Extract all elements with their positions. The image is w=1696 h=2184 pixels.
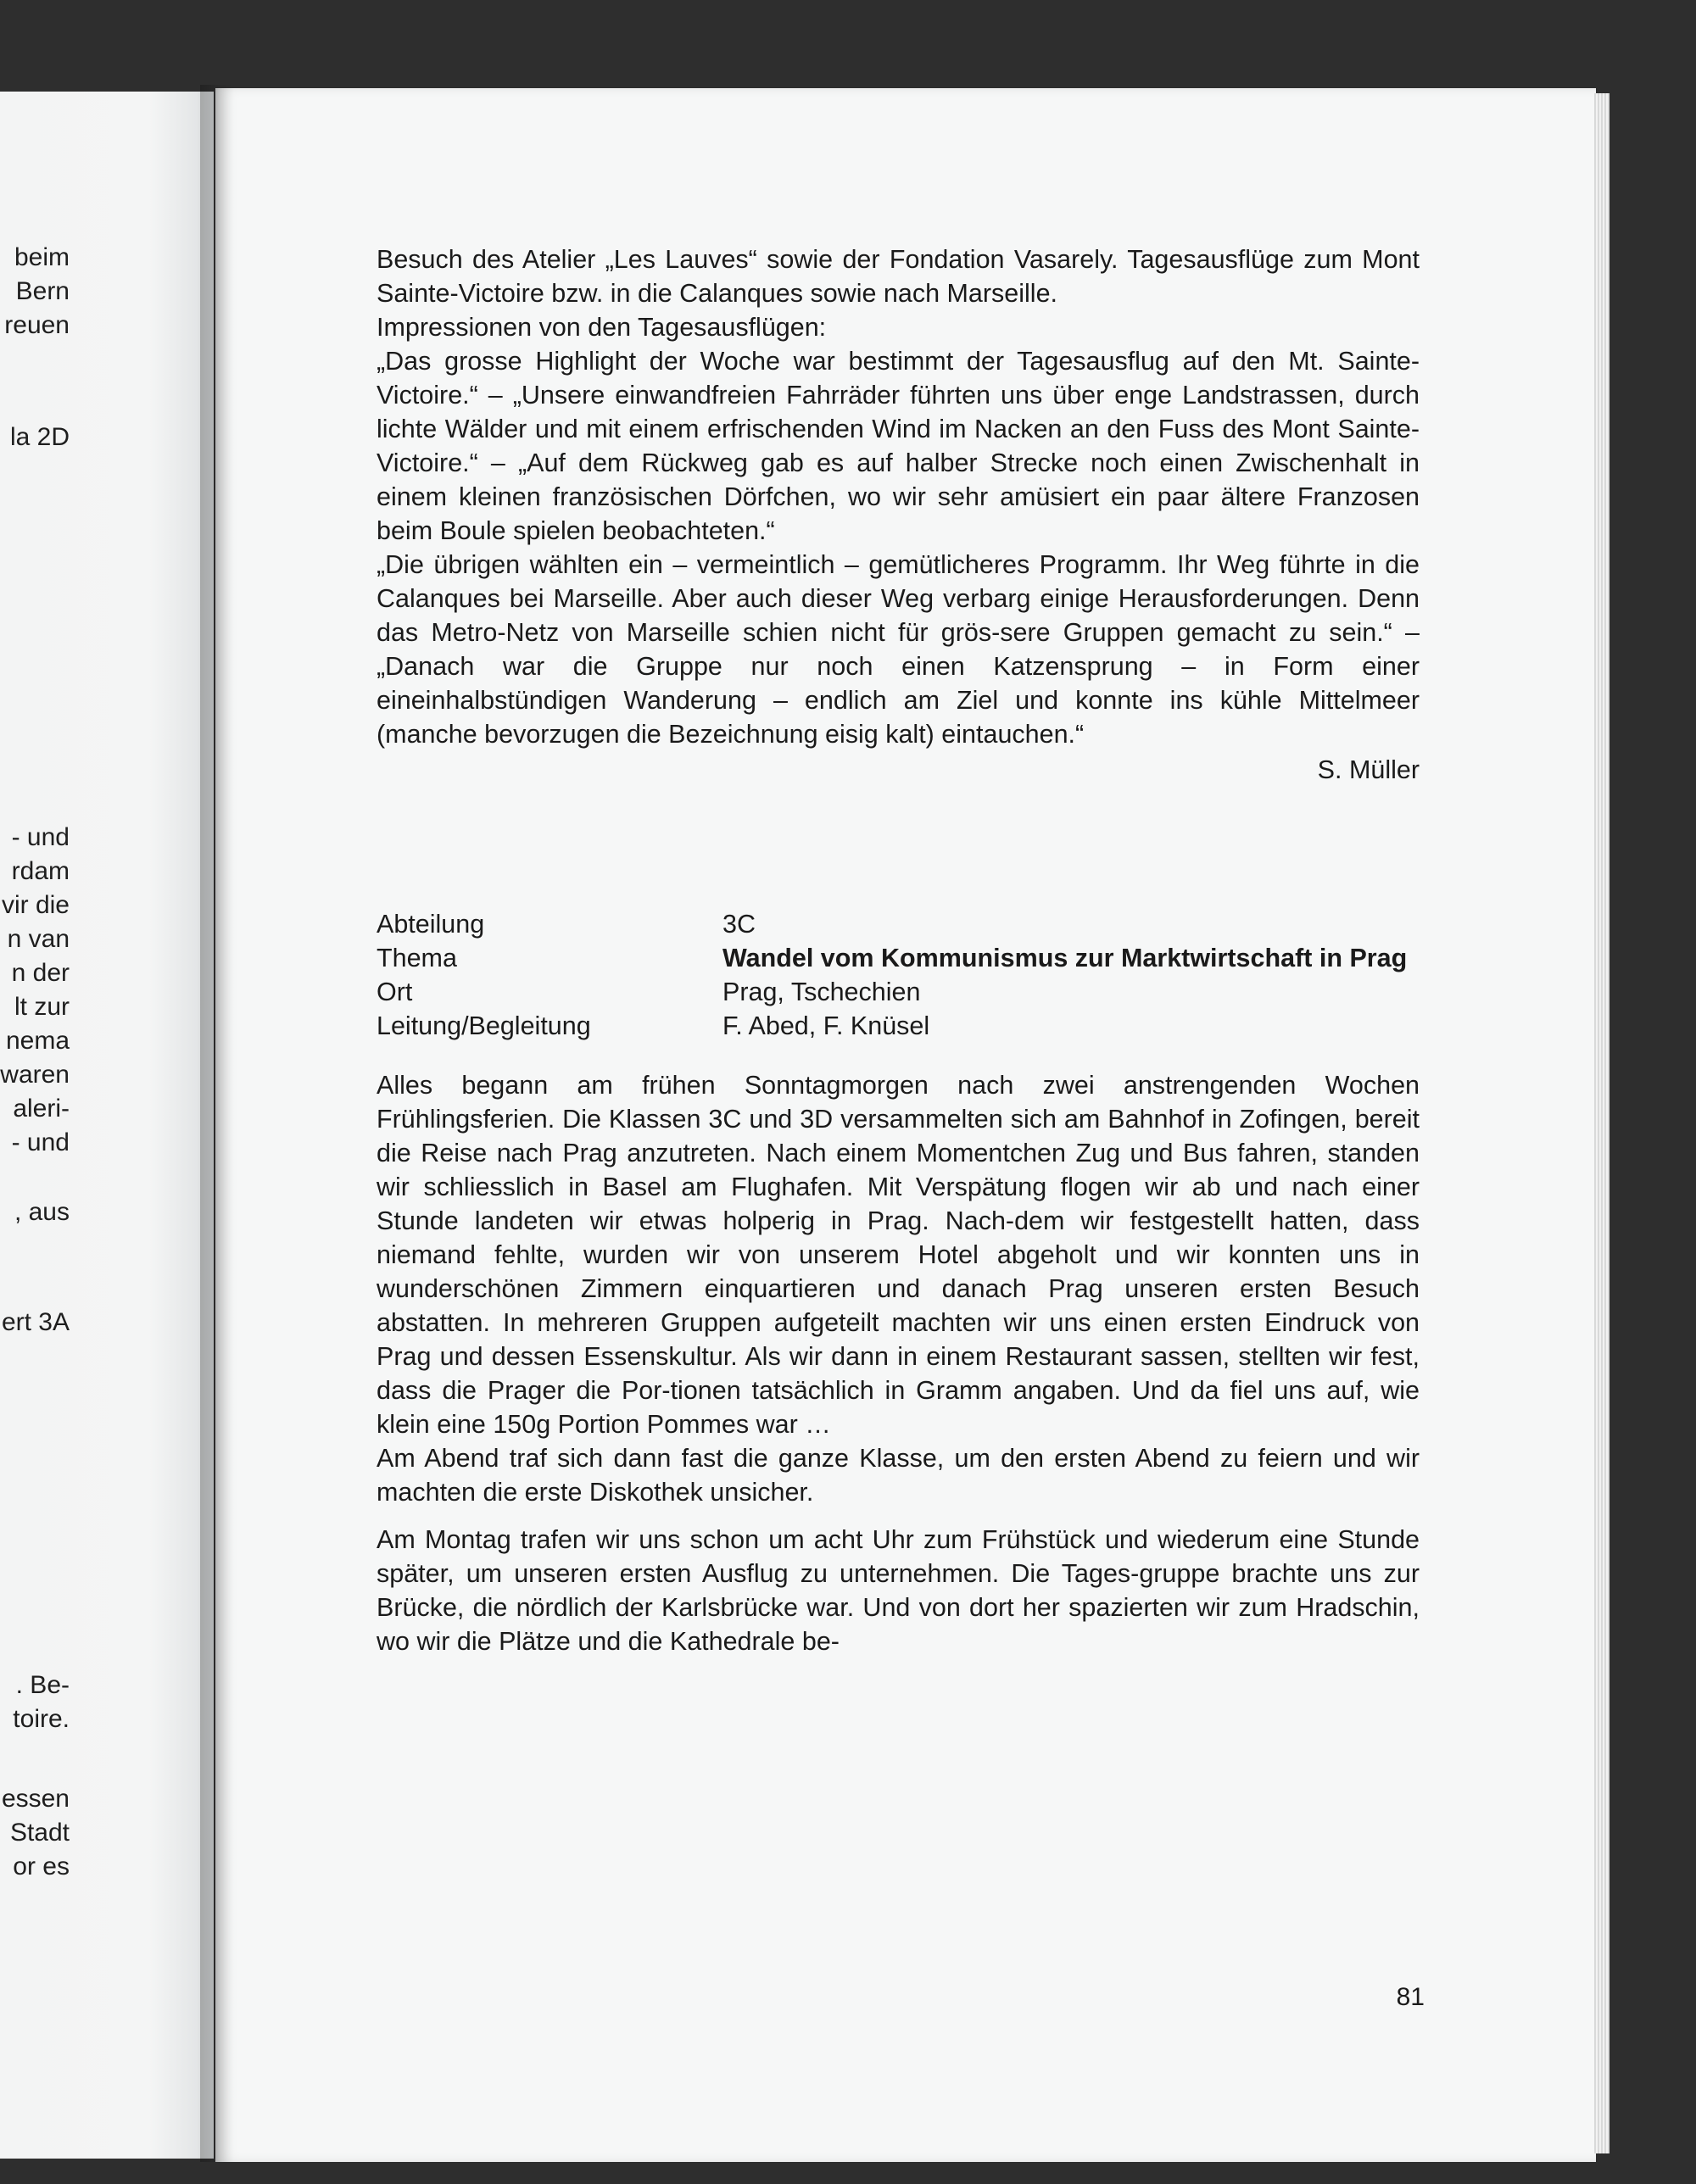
impressions-heading: Impressionen von den Tagesausflügen: <box>377 313 827 342</box>
previous-page-text-fragments <box>0 92 70 2159</box>
fragment: , aus <box>14 1198 70 1226</box>
book-gutter-shadow <box>200 85 234 2162</box>
fragment: beim <box>14 243 70 271</box>
thema-label: Thema <box>377 944 457 972</box>
trip-info-table <box>377 907 1420 1043</box>
report-paragraph-3: Am Montag trafen wir uns schon um acht Uhr zum Frühstück und wiederum eine Stunde später, um unseren ersten Ausflug zu unternehmen. Die Tages-gruppe brachte uns zur Brücke, die nördlich der Karlsbrücke war. Und von dort her spazierten wir zum Hradschin, wo wir die Plätze und die Kathedrale be- <box>377 1525 1420 1656</box>
fragment: waren <box>0 1061 70 1089</box>
info-row-ort <box>377 975 1420 1009</box>
info-row-leitung <box>377 1009 1420 1043</box>
fragment: Stadt <box>9 1819 70 1847</box>
quote-paragraph-1: „Das grosse Highlight der Woche war bestimmt der Tagesausflug auf den Mt. Sainte-Victoire.“ – „Unsere einwandfreien Fahrräder führten uns über enge Landstrassen, durch lichte Wälder und mit einem erfrischenden Wind im Nacken an den Fuss des Mont Sainte-Victoire.“ – „Auf dem Rückweg gab es auf halber Strecke noch einen Zwischenhalt in einem kleinen französischen Dörfchen, wo wir sehr amüsiert ein paar ältere Franzosen beim Boule spielen beobachteten.“ <box>377 347 1420 545</box>
abteilung-value: 3C <box>722 910 756 939</box>
fragment: aleri- <box>13 1095 70 1123</box>
fragment: lt zur <box>14 993 70 1021</box>
fragment: n der <box>11 959 70 987</box>
report-paragraph-1: Alles begann am frühen Sonntagmorgen nach zwei anstrengenden Wochen Frühlingsferien. Die Klassen 3C und 3D versammelten sich am Bahnhof in Zofingen, bereit die Reise nach Prag anzutreten. Nach einem Momentchen Zug und Bus fahren, standen wir schliesslich in Basel am Flughafen. Mit Verspätung flogen wir ab und nach einer Stunde landeten wir etwas holperig in Prag. Nach-dem wir festgestellt hatten, dass niemand fehlte, wurden wir von unserem Hotel abgeholt und wir konnten uns in wunderschönen Zimmern einquartieren und danach Prag unseren ersten Besuch abstatten. In mehreren Gruppen aufgeteilt machten wir uns einen ersten Eindruck von Prag und dessen Essenskultur. Als wir dann in einem Restaurant sassen, stellten wir fest, dass die Prager die Por-tionen tatsächlich in Gramm angaben. Und da fiel uns auf, wie klein eine 150g Portion Pommes war … <box>377 1071 1420 1439</box>
fragment: - und <box>11 1128 70 1156</box>
previous-page-strip <box>0 92 214 2159</box>
fragment: or es <box>13 1852 70 1880</box>
quote-paragraph-2: „Die übrigen wählten ein – vermeintlich – gemütlicheres Programm. Ihr Weg führte in die Calanques bei Marseille. Aber auch dieser Weg verbarg einige Herausforderungen. Denn das Metro-Netz von Marseille schien nicht für grös-sere Gruppen gemacht zu sein.“ – „Danach war die Gruppe nur noch einen Katzensprung – in Form einer eineinhalbstündigen Wanderung – endlich am Ziel und konnte ins kühle Mittelmeer (manche bevorzugen die Bezeichnung eisig kalt) eintauchen.“ <box>377 550 1420 749</box>
fragment: essen <box>1 1785 70 1813</box>
fragment: reuen <box>4 311 70 339</box>
abteilung-label: Abteilung <box>377 910 485 939</box>
fragment: - und <box>11 823 70 851</box>
fragment: la 2D <box>9 423 70 451</box>
ort-value: Prag, Tschechien <box>722 978 921 1006</box>
page-number: 81 <box>1396 1983 1425 2011</box>
report-paragraph-2: Am Abend traf sich dann fast die ganze Klasse, um den ersten Abend zu feiern und wir machten die erste Diskothek unsicher. <box>377 1444 1420 1507</box>
leitung-value: F. Abed, F. Knüsel <box>722 1011 930 1040</box>
fragment: n van <box>7 925 70 953</box>
fragment: rdam <box>11 857 70 885</box>
info-row-abteilung <box>377 907 1420 941</box>
fragment: . Be- <box>15 1671 70 1699</box>
leitung-label: Leitung/Begleitung <box>377 1011 591 1040</box>
page-content <box>377 242 1420 1658</box>
fragment: Bern <box>15 277 70 305</box>
thema-value: Wandel vom Kommunismus zur Marktwirtschaft in Prag <box>722 944 1408 972</box>
ort-label: Ort <box>377 978 413 1006</box>
info-row-thema <box>377 941 1420 975</box>
fragment: vir die <box>1 891 70 919</box>
fragment: ert 3A <box>1 1308 70 1336</box>
author-signature: S. Müller <box>1317 755 1420 784</box>
page-stack-edge <box>1594 93 1610 2153</box>
intro-paragraph: Besuch des Atelier „Les Lauves“ sowie der Fondation Vasarely. Tagesausflüge zum Mont Sainte-Victoire bzw. in die Calanques sowie nach Marseille. <box>377 245 1420 308</box>
fragment: nema <box>5 1027 70 1055</box>
fragment: toire. <box>13 1705 70 1733</box>
